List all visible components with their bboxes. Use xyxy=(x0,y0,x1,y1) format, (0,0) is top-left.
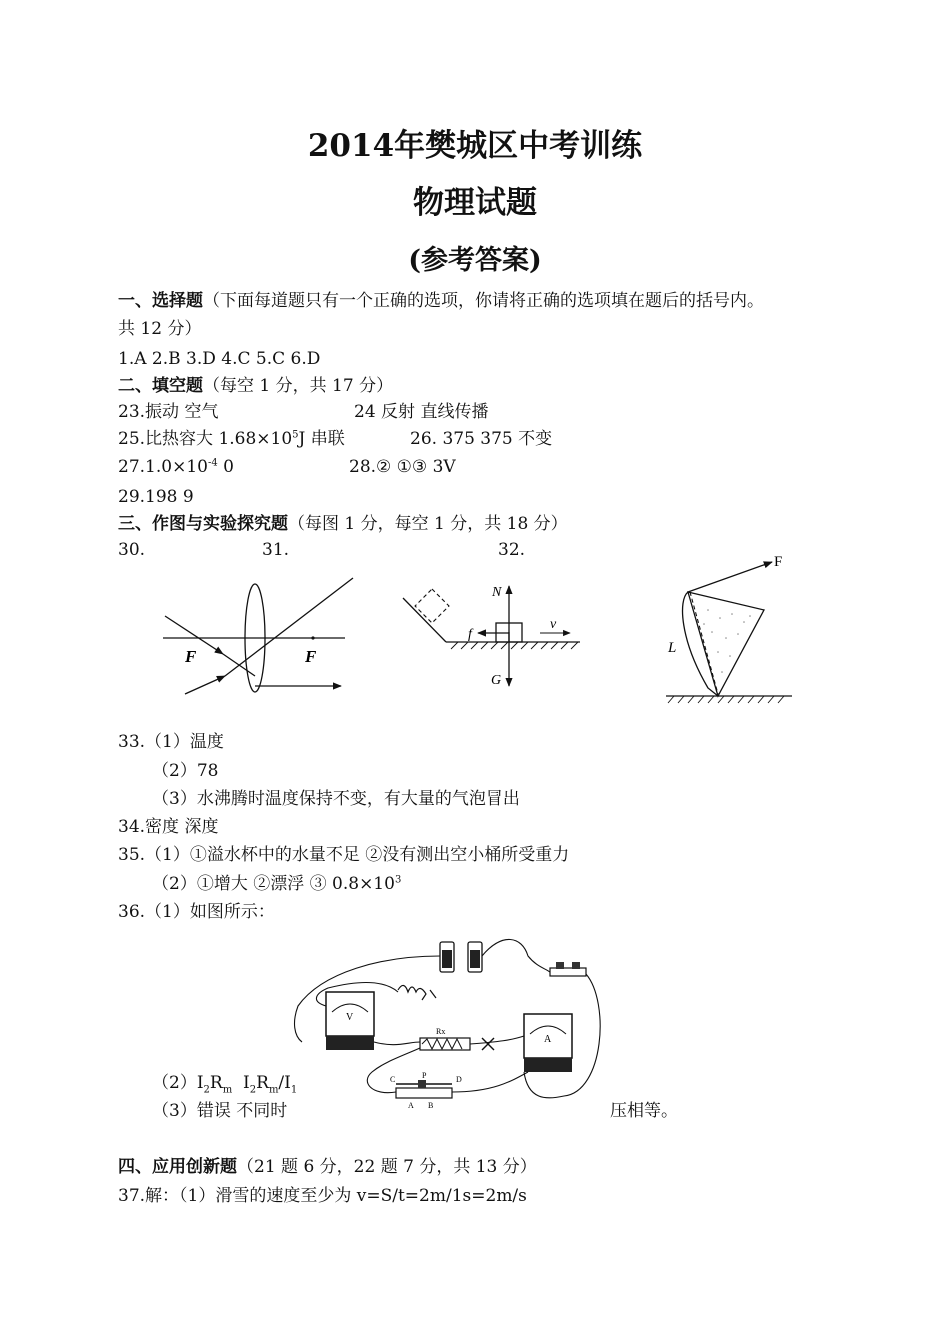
ammeter xyxy=(524,1014,572,1072)
section-2-line xyxy=(118,376,393,396)
rx-label: Rx xyxy=(436,1027,446,1036)
lever-arm-dashed xyxy=(690,592,718,694)
answer-27 xyxy=(118,457,234,477)
answer-27-text: 27.1.0×10 xyxy=(118,457,208,477)
answer-36-1: 36.（1）如图所示： xyxy=(118,902,275,922)
section-1-heading: 一、选择题 xyxy=(118,291,203,311)
answer-33-1: 33.（1）温度 xyxy=(118,732,224,752)
answer-34: 34.密度 深度 xyxy=(118,817,219,837)
answer-35-2-text: （2）①增大 ②漂浮 ③ 0.8×10 xyxy=(152,874,395,894)
incline-line xyxy=(403,598,446,642)
voltmeter xyxy=(326,992,374,1050)
force-diagram xyxy=(398,580,588,690)
answer-28: 28.② ①③ 3V xyxy=(349,457,456,477)
question-31-number: 31. xyxy=(262,540,290,560)
focal-ray-end xyxy=(225,578,353,676)
terminal-B: B xyxy=(428,1101,434,1110)
focal-ray xyxy=(185,676,225,694)
circuit-diagram xyxy=(292,932,612,1112)
answer-36-2-sub-b: m xyxy=(222,1084,233,1096)
dashed-block xyxy=(415,589,449,623)
rheostat xyxy=(390,1071,462,1110)
answer-36-2-r2: R xyxy=(256,1073,269,1093)
section-1-note-cont: 共 12 分） xyxy=(118,319,202,339)
section-1-note: （下面每道题只有一个正确的选项，你请将正确的选项填在题后的括号内。 xyxy=(203,291,764,311)
answer-35-2 xyxy=(152,874,401,894)
terminal-D: D xyxy=(456,1075,462,1084)
answer-29: 29.198 9 xyxy=(118,487,194,507)
section-4-note: （21 题 6 分，22 题 7 分，共 13 分） xyxy=(237,1157,537,1177)
answer-35-2-exp: 3 xyxy=(394,874,402,886)
answer-23: 23.振动 空气 xyxy=(118,402,219,422)
answer-35-1: 35.（1）①溢水杯中的水量不足 ②没有测出空小桶所受重力 xyxy=(118,845,570,865)
answer-25-exp: 5 xyxy=(292,429,299,441)
answer-36-2-sub-e: 1 xyxy=(290,1084,298,1096)
answer-36-3-start: （3）错误 不同时 xyxy=(152,1101,288,1121)
battery-pack xyxy=(440,942,482,972)
block-stipple xyxy=(703,609,751,673)
page-title: 2014年樊城区中考训练 xyxy=(307,128,643,164)
tilted-block xyxy=(688,592,764,696)
wire-cross-mark xyxy=(482,1038,494,1050)
force-F-arrow xyxy=(688,562,772,592)
section-2-note: （每空 1 分，共 17 分） xyxy=(203,376,394,396)
answer-36-2-sub-a: 2 xyxy=(203,1084,210,1096)
subject-title: 物理试题 xyxy=(413,185,537,221)
answer-36-2-i2: I xyxy=(243,1073,250,1093)
ammeter-label: A xyxy=(544,1034,552,1045)
label-v: v xyxy=(550,617,557,632)
question-30-number: 30. xyxy=(118,540,146,560)
block-top-curve xyxy=(683,592,718,696)
section-1-answers: 1.A 2.B 3.D 4.C 5.C 6.D xyxy=(118,349,321,369)
answer-36-2-sub-c: 2 xyxy=(249,1084,257,1096)
voltmeter-label: V xyxy=(346,1012,354,1023)
label-F: F xyxy=(774,554,783,570)
lens-ray-diagram xyxy=(155,572,355,702)
focal-label-right: F xyxy=(305,647,317,666)
section-2-heading: 二、填空题 xyxy=(118,376,203,396)
answer-27-rest: 0 xyxy=(217,457,234,477)
answer-24: 24 反射 直线传播 xyxy=(354,402,489,422)
switch xyxy=(550,962,586,976)
answer-36-2-i1: I xyxy=(196,1073,204,1093)
answer-36-2-label: （2） xyxy=(152,1073,197,1093)
label-L: L xyxy=(668,640,677,656)
section-3-note: （每图 1 分，每空 1 分，共 18 分） xyxy=(288,514,568,534)
section-4-heading: 四、应用创新题 xyxy=(118,1157,237,1177)
focal-point-dot xyxy=(311,636,314,639)
answer-25-text: 25.比热容大 1.68×10 xyxy=(118,429,293,449)
answer-25-rest: J 串联 xyxy=(298,429,345,449)
label-f: f xyxy=(468,627,472,642)
scribble-mark xyxy=(398,985,436,1000)
section-3-heading: 三、作图与实验探究题 xyxy=(118,514,288,534)
answer-36-2-r1: R xyxy=(209,1073,223,1093)
answer-36-2 xyxy=(152,1073,298,1096)
answer-36-2-slash: /I xyxy=(278,1073,291,1093)
answer-37-1: 37.解：（1）滑雪的速度至少为 v=S/t=2m/1s=2m/s xyxy=(118,1186,527,1206)
terminal-A: A xyxy=(408,1101,414,1110)
section-4-line xyxy=(118,1157,537,1177)
answer-25 xyxy=(118,429,345,449)
slider-P: P xyxy=(422,1071,427,1080)
answer-key-title: (参考答案) xyxy=(408,245,542,276)
answer-36-3-end: 压相等。 xyxy=(610,1101,678,1121)
section-3-line xyxy=(118,514,568,534)
section-1-line xyxy=(118,291,764,311)
label-N: N xyxy=(492,585,502,600)
answer-33-2: （2）78 xyxy=(152,761,219,781)
label-G: G xyxy=(491,673,502,688)
answer-27-exp: -4 xyxy=(207,457,218,469)
terminal-C: C xyxy=(390,1075,396,1084)
lever-diagram xyxy=(660,548,800,708)
resistor-rx xyxy=(420,1027,470,1050)
answer-33-3: （3）水沸腾时温度保持不变，有大量的气泡冒出 xyxy=(152,789,520,809)
ground-hatch xyxy=(451,642,578,649)
answer-26: 26. 375 375 不变 xyxy=(410,429,553,449)
focal-label-left: F xyxy=(185,647,197,666)
ground-hatch xyxy=(668,696,784,703)
answer-36-2-sub-d: m xyxy=(268,1084,279,1096)
question-32-number: 32. xyxy=(498,540,526,560)
